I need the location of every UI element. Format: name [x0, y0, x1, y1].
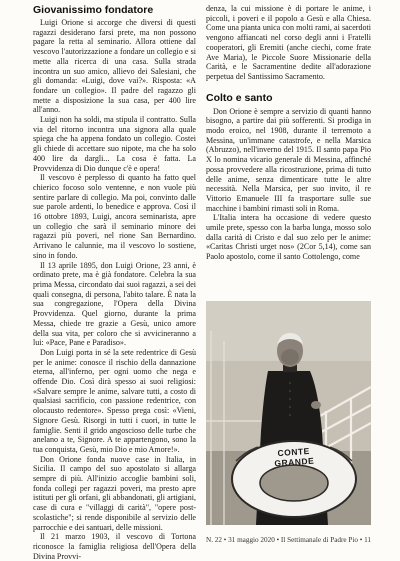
body-paragraph: Il vescovo è perplesso di quanto ha fatto quel chierico focoso solo ventenne, e non vuole più sentire parlare di collegio. Ma poi, convinto dalle sue parole ardenti, lo benedice e approva. Così il 16 ottobre 1893, Luigi, ancora seminarista, apre un collegio che sarà il seminario minore dei ragazzi più poveri, nel rione San Bernardino. Arrivano le calunnie, ma il vescovo lo sostiene, sino in fondo.: [33, 173, 196, 260]
body-paragraph: L'Italia intera ha occasione di vedere questo umile prete, spesso con la barba lunga, mosso solo dalla carità di Cristo e dal suo zelo per le anime: «Caritas Christi urget nos» (2Cor 5,14), come san Paolo apostolo, come il santo Cottolengo, come: [206, 213, 371, 262]
left-column: [33, 4, 196, 561]
photo-don-orione-on-ship: [206, 301, 371, 525]
page-footer: N. 22 • 31 maggio 2020 • Il Settimanale di Padre Pio • 11: [206, 536, 371, 544]
body-paragraph: Il 21 marzo 1903, il vescovo di Tortona riconosce la famiglia religiosa dell'Opera della Divina Provvi-: [33, 532, 196, 561]
body-paragraph: Il 13 aprile 1895, don Luigi Orione, 23 anni, è ordinato prete, ma è già fondatore. Celebra la sua prima Messa, circondato dai suoi ragazzi, a sei dei quali consegna, di persona, l'abito talare. È nata la sua congregazione, l'Opera della Divina Provvidenza. Quel giorno, durante la prima Messa, chiede tre grazie a Gesù, unico amore della sua vita, per coloro che si avvicineranno a lui: «Pace, Pane e Paradiso».: [33, 260, 196, 348]
body-paragraph: Don Orione è sempre a servizio di quanti hanno bisogno, a partire dai più sofferenti. Si prodiga in modo eroico, nel 1908, durante il terremoto a Messina, un'immane catastrofe, e nella Marsica (Abruzzo), nell'inverno del 1915. Il santo papa Pio X lo nomina vicario generale di Messina, affinché possa provvedere alla ricostruzione, prima di tutto delle anime, senza dimenticare tutte le altre necessità. Nella Marsica, per suo invito, il re Vittorio Emanuele III fa trasportare sulle sue macchine i bambini rimasti soli in Roma.: [206, 106, 371, 213]
body-paragraph: Luigi non ha soldi, ma stipula il contratto. Sulla via del ritorno incontra una signora alla quale spiega che ha appena fondato un collegio. Costei gli chiede di accettare suo nipote, ma che ha solo 400 lire da dargli... La cosa è fatta. La Provvidenza di Dio dunque c'è e opera!: [33, 115, 196, 173]
body-paragraph: Luigi Orione si accorge che diversi di questi ragazzi desiderano farsi prete, ma non possono pagare la retta al seminario. Allora ottiene dal vescovo l'autorizzazione a fondare un collegio e si mette alla ricerca di una casa. Sulla strada incontra un suo amico, allievo dei Salesiani, che gli domanda: «Luigi, dove vai?». Risposta: «A fondare un collegio». Il padre del ragazzo gli mette a disposizione la sua casa, per 400 lire all'anno.: [33, 18, 196, 115]
continued-paragraph: denza, la cui missione è di portare le anime, i piccoli, i poveri e il popolo a Gesù e alla Chiesa. Come una pianta unica con molti rami, ai sacerdoti vengono affiancati nel corso degli anni i Fratelli cooperatori, gli Eremiti (anche ciechi, come frate Ave Maria), le Piccole Suore Missionarie della Carità, e le Sacramentine dedite all'adorazione perpetua del Santissimo Sacramento.: [206, 4, 371, 81]
photo-illustration: [206, 301, 371, 525]
lifebuoy-label: CONTE GRANDE: [274, 445, 315, 469]
body-paragraph: Don Orione fonda nuove case in Italia, in Sicilia. Il campo del suo apostolato si allarga sempre di più. All'inizio accoglie bambini soli, fonda collegi per ragazzi poveri, ma presto apre istituti per gli orfani, gli abbandonati, gli artigiani, case di cura e "villaggi di carità", "opere post-scolastiche"; si rende disponibile al servizio delle parrocchie e dei santuari, delle missioni.: [33, 454, 196, 532]
body-paragraph: Don Luigi porta in sé la sete redentrice di Gesù per le anime: conosce il rischio della dannazione eterna, all'inferno, per ogni uomo che nega e offende Dio. Così dirà spesso ai suoi religiosi: «Salvare sempre le anime, salvare tutti, a costo di qualsiasi sacrificio, con passione redentrice, con olocausto redentore». Spesso prega così: «Vieni, Signore Gesù. Risorgi in tutti i cuori, in tutte le famiglie. Senti il grido angoscioso delle turbe che anelano a te, Signore. A te appartengono, sono la tua conquista, Gesù, mio Dio e mio Amore!».: [33, 347, 196, 454]
section-heading-founder: Giovanissimo fondatore: [33, 4, 154, 16]
section-heading-colto-e-santo: Colto e santo: [206, 91, 273, 104]
right-column: [206, 4, 371, 262]
